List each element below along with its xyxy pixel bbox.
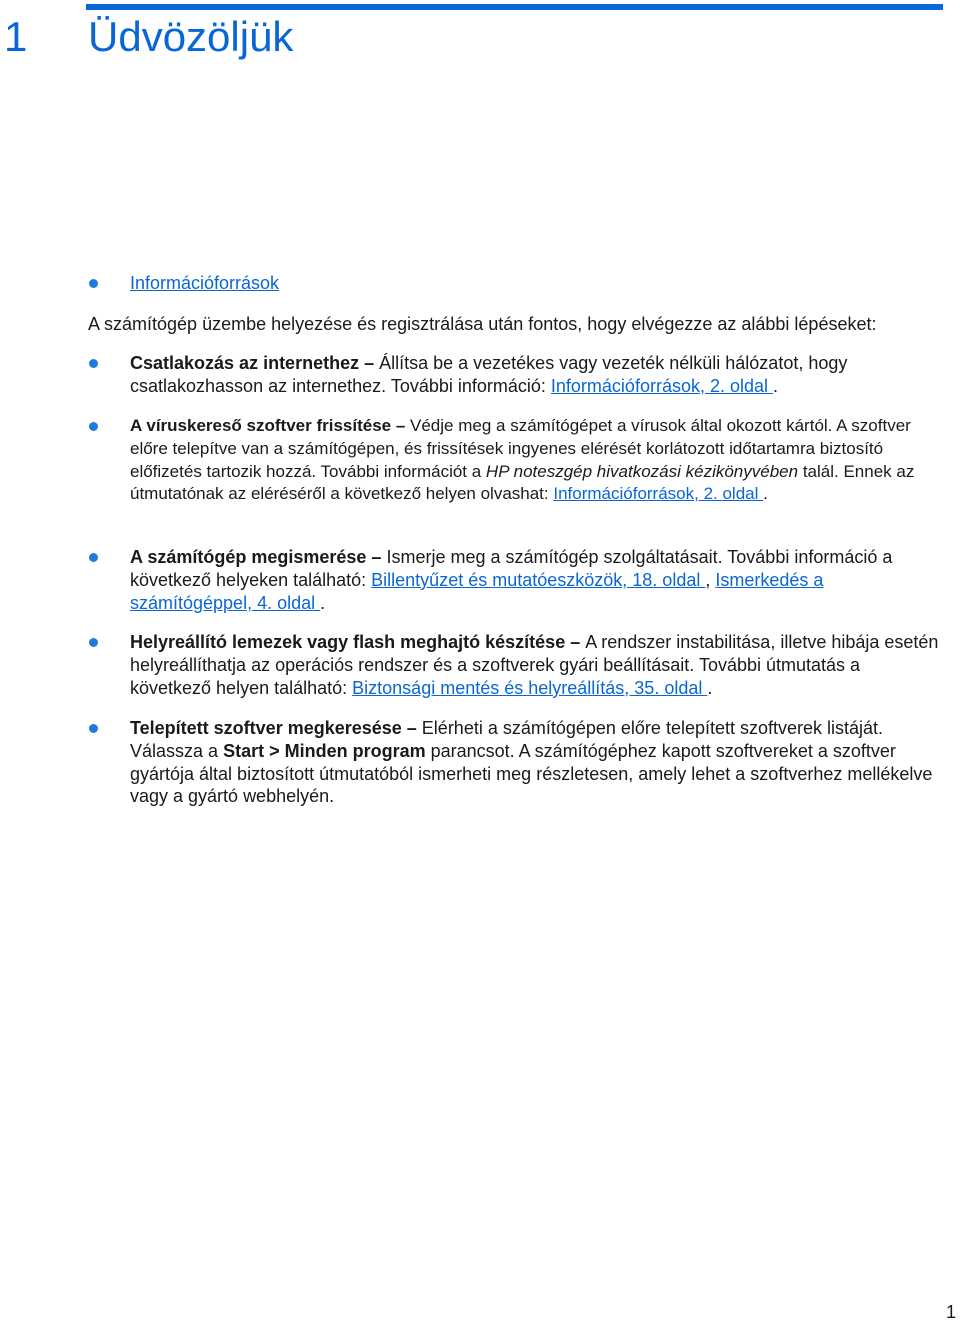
- bullet-icon: [89, 359, 98, 368]
- chapter-heading: [4, 10, 293, 64]
- link-getting-to-know-computer[interactable]: Ismerkedés a számítógéppel, 4. oldal: [130, 569, 824, 613]
- chapter-title: Üdvözöljük: [88, 13, 294, 60]
- page-number: 1: [945, 1302, 956, 1322]
- item-text: Ismerje meg a számítógép szolgáltatásait. További információ a következő helyeken található:: [130, 547, 893, 590]
- item-text: .: [320, 592, 326, 613]
- item-text: Állítsa be a vezetékes vagy vezeték nélküli hálózatot, hogy csatlakozhasson az internethez. További információ:: [130, 353, 848, 396]
- link-information-sources[interactable]: Információforrások, 2. oldal: [553, 484, 764, 504]
- link-backup-recovery[interactable]: Biztonsági mentés és helyreállítás, 35. oldal: [352, 677, 708, 698]
- chapter-number: 1: [4, 13, 28, 60]
- item-text: parancsot. A számítógéphez kapott szoftvereket a szoftver gyártója által biztosított útmutatóból ismerheti meg részletesen, amely lehet a szoftverhez mellékelve vagy a gyártó webhelyén.: [130, 740, 933, 807]
- item-heading: A víruskereső szoftver frissítése –: [130, 416, 411, 435]
- item-text: .: [773, 375, 779, 396]
- item-text: Elérheti a számítógépen előre telepített szoftverek listáját. Válassza a: [130, 718, 884, 761]
- list-item-recovery-discs: [130, 631, 945, 699]
- item-heading: Helyreállító lemezek vagy flash meghajtó készítése –: [130, 632, 586, 652]
- menu-path-all-programs: Minden program: [284, 740, 426, 761]
- menu-path-start: Start: [223, 740, 265, 761]
- link-keyboard-pointing[interactable]: Billentyűzet és mutatóeszközök, 18. oldal: [371, 569, 706, 590]
- toc-link-information-sources[interactable]: Információforrások: [130, 273, 280, 293]
- bullet-icon: [89, 638, 98, 647]
- item-heading: Csatlakozás az internethez –: [130, 353, 380, 373]
- bullet-icon: [89, 553, 98, 562]
- list-item-installed-software: [130, 717, 945, 808]
- list-item-getting-to-know: [130, 546, 945, 614]
- item-italic-reference: HP noteszgép hivatkozási kézikönyvében: [485, 461, 799, 481]
- item-heading: Telepített szoftver megkeresése –: [130, 718, 422, 738]
- item-text: A rendszer instabilitása, illetve hibája esetén helyreállíthatja az operációs rendszer és a szoftverek gyári beállításait. További útmutatás a következő helyen található:: [130, 632, 939, 698]
- list-item-antivirus: [130, 415, 945, 506]
- item-text: ,: [705, 569, 716, 590]
- bullet-icon: [89, 422, 98, 431]
- item-heading: A számítógép megismerése –: [130, 547, 387, 567]
- intro-paragraph: A számítógép üzembe helyezése és regisztrálása után fontos, hogy elvégezze az alábbi lépéseket:: [88, 314, 877, 334]
- link-information-sources[interactable]: Információforrások, 2. oldal: [550, 375, 774, 396]
- list-item-internet: [130, 352, 945, 398]
- menu-path-separator: >: [264, 740, 285, 761]
- item-text: Védje meg a számítógépet a vírusok által okozott kártól. A szoftver előre telepítve van a számítógépen, és frissítések ingyenes elérését korlátozott időtartamra biztosító előfizetés tartozik hozzá. További információt a: [130, 416, 911, 481]
- item-text: talál. Ennek az útmutatónak az eléréséről a következő helyen olvashat:: [130, 461, 915, 504]
- item-text: .: [707, 677, 713, 698]
- bullet-icon: [89, 724, 98, 733]
- bullet-icon: [89, 279, 98, 288]
- item-text: .: [763, 484, 768, 504]
